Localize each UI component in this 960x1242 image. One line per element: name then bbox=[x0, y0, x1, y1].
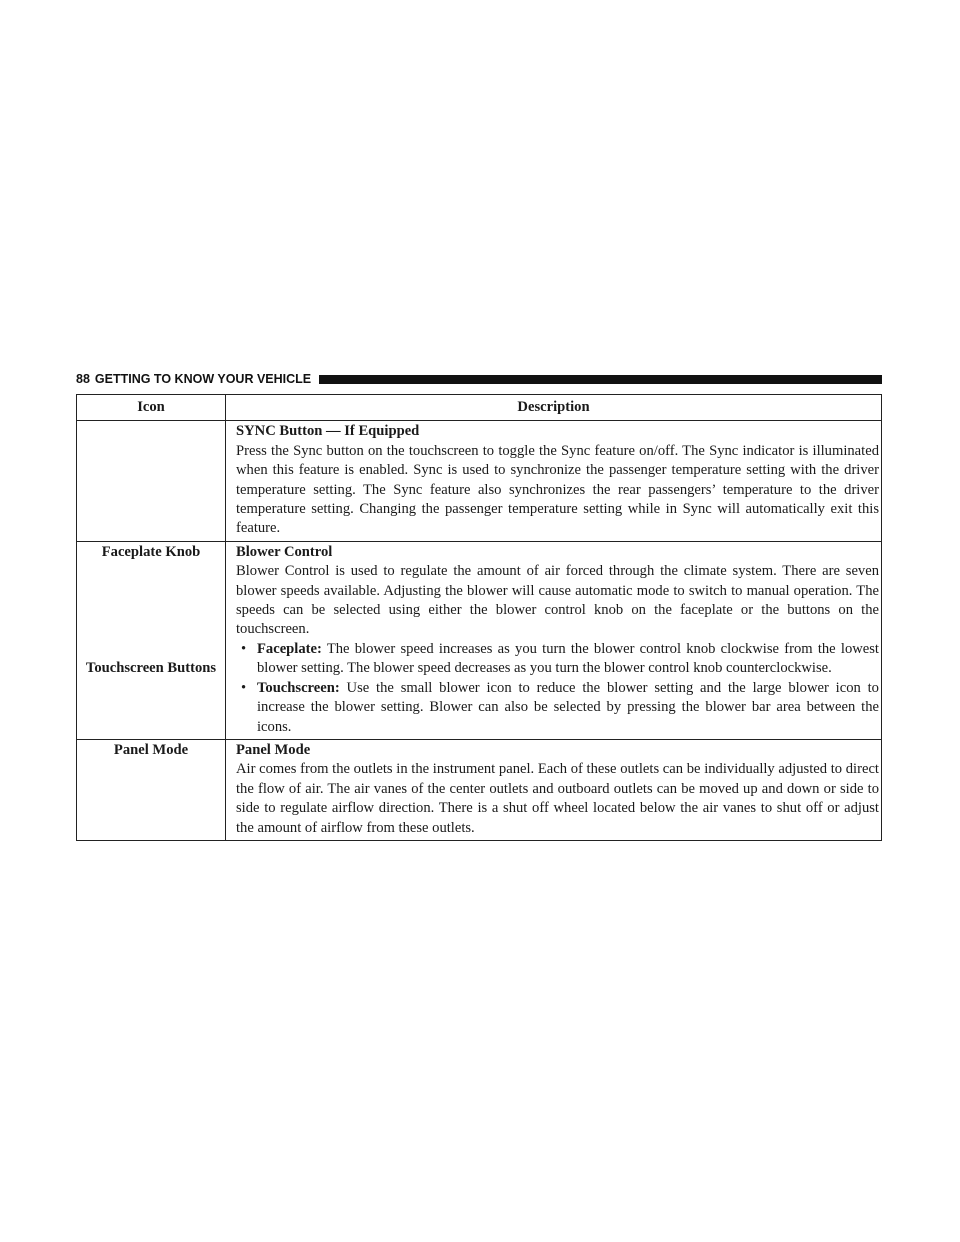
icon-label-panel-mode: Panel Mode bbox=[113, 741, 189, 758]
icon-label-touchscreen-buttons: Touchscreen Buttons bbox=[85, 660, 217, 677]
row-title-panel-mode: Panel Mode bbox=[236, 741, 311, 758]
bullet-text-touchscreen: Use the small blower icon to reduce the blower setting and the large blower icon to increase the blower setting. Blower can also be selected by pressing the blower bar area between the icons. bbox=[257, 679, 879, 735]
bullet-text-faceplate: The blower speed increases as you turn the blower control knob clockwise from the lowest blower setting. The blower speed decreases as you turn the blower control knob counterclockwise. bbox=[257, 640, 879, 677]
blower-bullet-list bbox=[236, 640, 879, 737]
page-header bbox=[76, 371, 882, 387]
section-title: GETTING TO KNOW YOUR VEHICLE bbox=[94, 372, 312, 386]
column-header-description: Description bbox=[226, 395, 882, 421]
table-row-panel-mode bbox=[77, 739, 882, 840]
icon-label-faceplate-knob: Faceplate Knob bbox=[101, 543, 201, 560]
bullet-touchscreen bbox=[236, 679, 879, 737]
row-title-sync: SYNC Button — If Equipped bbox=[236, 423, 420, 440]
bullet-term-touchscreen: Touchscreen: bbox=[257, 679, 340, 696]
icon-cell-blower bbox=[77, 541, 226, 739]
icon-cell-panel-mode bbox=[77, 739, 226, 840]
climate-controls-table bbox=[76, 394, 882, 841]
row-body-blower: Blower Control is used to regulate the amount of air forced through the climate system. There are seven blower speeds available. Adjusting the blower will cause automatic mode to switch to manual operation. The speeds can be selected using either the blower control knob on the faceplate or the buttons on the touchscreen. bbox=[236, 563, 879, 638]
header-rule bbox=[319, 375, 882, 384]
icon-cell-sync bbox=[77, 421, 226, 541]
row-body-panel-mode: Air comes from the outlets in the instrument panel. Each of these outlets can be individually adjusted to direct the flow of air. The air vanes of the center outlets and outboard outlets can be moved up and down or side to side to regulate airflow direction. There is a shut off wheel located below the air vanes to shut off or adjust the amount of airflow from these outlets. bbox=[236, 761, 879, 836]
bullet-faceplate bbox=[236, 640, 879, 679]
page-number: 88 bbox=[76, 372, 90, 386]
description-cell-sync bbox=[226, 421, 882, 541]
row-title-blower: Blower Control bbox=[236, 543, 333, 560]
bullet-term-faceplate: Faceplate: bbox=[257, 640, 322, 657]
table-row-blower bbox=[77, 541, 882, 739]
row-body-sync: Press the Sync button on the touchscreen to toggle the Sync feature on/off. The Sync indicator is illuminated when this feature is enabled. Sync is used to synchronize the passenger temperature setting with the driver temperature setting. The Sync feature also synchronizes the rear passengers’ temperature to the driver temperature setting. Changing the passenger temperature setting while in Sync will automatically exit this feature. bbox=[236, 442, 879, 537]
column-header-icon: Icon bbox=[77, 395, 226, 421]
description-cell-panel-mode bbox=[226, 739, 882, 840]
description-cell-blower bbox=[226, 541, 882, 739]
table-header-row bbox=[77, 395, 882, 421]
table-row-sync bbox=[77, 421, 882, 541]
